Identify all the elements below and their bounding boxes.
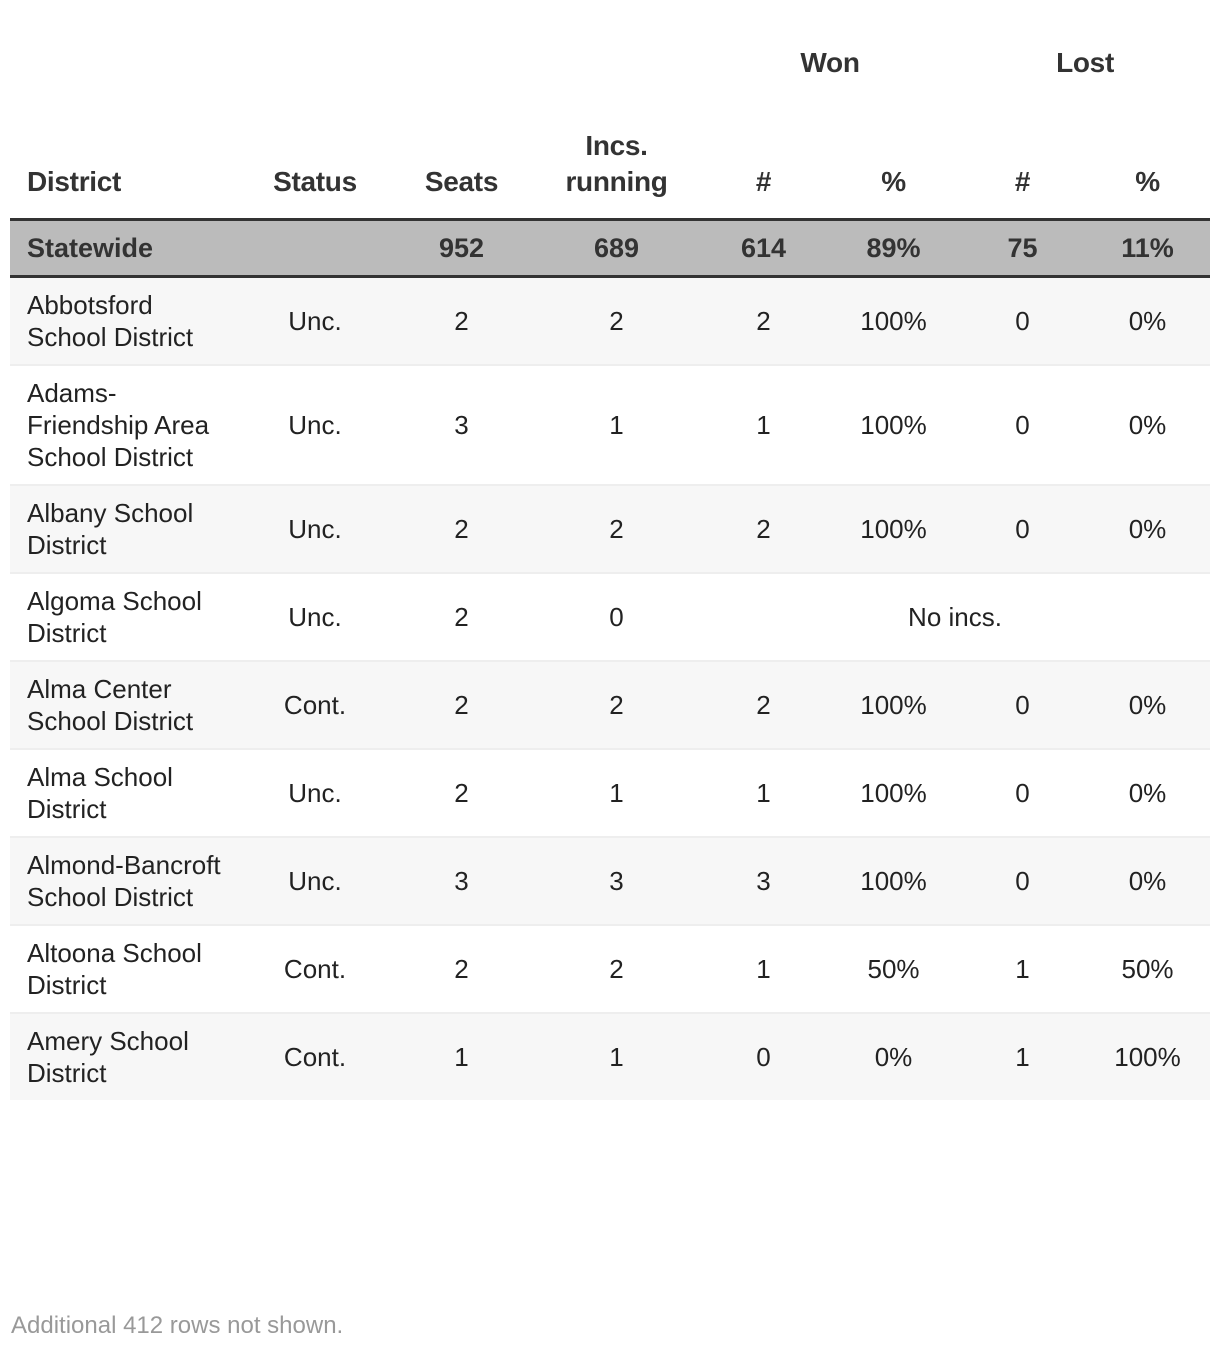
won-percent-cell: 100% <box>827 837 960 925</box>
status-cell <box>240 220 390 277</box>
lost-count-cell: 0 <box>960 485 1085 573</box>
lost-percent-cell: 0% <box>1085 837 1210 925</box>
incs-cell: 0 <box>533 573 700 661</box>
district-cell: Amery School District <box>10 1013 240 1100</box>
incs-cell: 2 <box>533 485 700 573</box>
lost-count-cell: 0 <box>960 661 1085 749</box>
won-count-cell: 2 <box>700 661 827 749</box>
incs-cell: 2 <box>533 661 700 749</box>
lost-count-cell: 75 <box>960 220 1085 277</box>
won-count-cell: 2 <box>700 277 827 366</box>
won-count-cell: 1 <box>700 749 827 837</box>
incs-cell: 2 <box>533 925 700 1013</box>
incs-cell: 1 <box>533 365 700 485</box>
won-count-cell: 3 <box>700 837 827 925</box>
status-cell: Unc. <box>240 365 390 485</box>
seats-header[interactable]: Seats <box>390 96 533 220</box>
statewide-body <box>10 220 1210 277</box>
lost-percent-cell: 0% <box>1085 749 1210 837</box>
status-cell: Unc. <box>240 749 390 837</box>
won-percent-header[interactable]: % <box>827 96 960 220</box>
status-cell: Cont. <box>240 925 390 1013</box>
district-rows <box>10 277 1210 1101</box>
won-percent-cell: 100% <box>827 485 960 573</box>
lost-group-header: Lost <box>1056 47 1114 78</box>
won-percent-cell: 100% <box>827 661 960 749</box>
won-count-cell: 1 <box>700 365 827 485</box>
district-cell: Alma Center School District <box>10 661 240 749</box>
lost-count-cell: 0 <box>960 837 1085 925</box>
table-row <box>10 1013 1210 1100</box>
lost-percent-header[interactable]: % <box>1085 96 1210 220</box>
lost-count-cell: 0 <box>960 365 1085 485</box>
table-row <box>10 837 1210 925</box>
won-count-cell: 2 <box>700 485 827 573</box>
seats-cell: 2 <box>390 749 533 837</box>
lost-percent-cell: 50% <box>1085 925 1210 1013</box>
status-cell: Unc. <box>240 837 390 925</box>
table-row <box>10 661 1210 749</box>
won-percent-cell: 0% <box>827 1013 960 1100</box>
lost-count-cell: 1 <box>960 925 1085 1013</box>
table-row <box>10 277 1210 366</box>
statewide-row <box>10 220 1210 277</box>
seats-cell: 3 <box>390 837 533 925</box>
won-percent-cell: 100% <box>827 749 960 837</box>
lost-count-cell: 0 <box>960 749 1085 837</box>
lost-count-cell: 1 <box>960 1013 1085 1100</box>
lost-percent-cell: 0% <box>1085 485 1210 573</box>
seats-cell: 1 <box>390 1013 533 1100</box>
seats-cell: 2 <box>390 277 533 366</box>
status-cell: Unc. <box>240 485 390 573</box>
incs-running-header[interactable]: Incs. running <box>533 96 700 220</box>
status-cell: Unc. <box>240 573 390 661</box>
seats-cell: 3 <box>390 365 533 485</box>
district-cell: Adams-Friendship Area School District <box>10 365 240 485</box>
table-row <box>10 485 1210 573</box>
incs-cell: 1 <box>533 1013 700 1100</box>
incs-cell: 689 <box>533 220 700 277</box>
lost-count-cell: 0 <box>960 277 1085 366</box>
status-header[interactable]: Status <box>240 96 390 220</box>
incs-cell: 3 <box>533 837 700 925</box>
results-table <box>10 30 1210 1100</box>
won-percent-cell: 100% <box>827 277 960 366</box>
seats-cell: 952 <box>390 220 533 277</box>
won-count-cell: 614 <box>700 220 827 277</box>
lost-count-header[interactable]: # <box>960 96 1085 220</box>
seats-cell: 2 <box>390 573 533 661</box>
table-row <box>10 749 1210 837</box>
district-header[interactable]: District <box>10 96 240 220</box>
additional-rows-note: Additional 412 rows not shown. <box>11 1312 344 1339</box>
table-row <box>10 573 1210 661</box>
seats-cell: 2 <box>390 485 533 573</box>
won-percent-cell: 100% <box>827 365 960 485</box>
lost-percent-cell: 0% <box>1085 277 1210 366</box>
table-row <box>10 365 1210 485</box>
status-cell: Unc. <box>240 277 390 366</box>
lost-percent-cell: 11% <box>1085 220 1210 277</box>
lost-percent-cell: 100% <box>1085 1013 1210 1100</box>
won-group-header: Won <box>800 47 860 78</box>
status-cell: Cont. <box>240 661 390 749</box>
district-cell: Almond-Bancroft School District <box>10 837 240 925</box>
seats-cell: 2 <box>390 925 533 1013</box>
district-cell: Alma School District <box>10 749 240 837</box>
lost-percent-cell: 0% <box>1085 365 1210 485</box>
seats-cell: 2 <box>390 661 533 749</box>
won-percent-cell: 50% <box>827 925 960 1013</box>
district-cell: Altoona School District <box>10 925 240 1013</box>
no-incumbents-cell: No incs. <box>700 573 1210 661</box>
won-count-cell: 1 <box>700 925 827 1013</box>
district-cell: Statewide <box>10 220 240 277</box>
won-percent-cell: 89% <box>827 220 960 277</box>
district-cell: Algoma School District <box>10 573 240 661</box>
incs-cell: 2 <box>533 277 700 366</box>
status-cell: Cont. <box>240 1013 390 1100</box>
lost-percent-cell: 0% <box>1085 661 1210 749</box>
table-row <box>10 925 1210 1013</box>
won-count-header[interactable]: # <box>700 96 827 220</box>
won-count-cell: 0 <box>700 1013 827 1100</box>
district-cell: Abbotsford School District <box>10 277 240 366</box>
incs-cell: 1 <box>533 749 700 837</box>
district-cell: Albany School District <box>10 485 240 573</box>
